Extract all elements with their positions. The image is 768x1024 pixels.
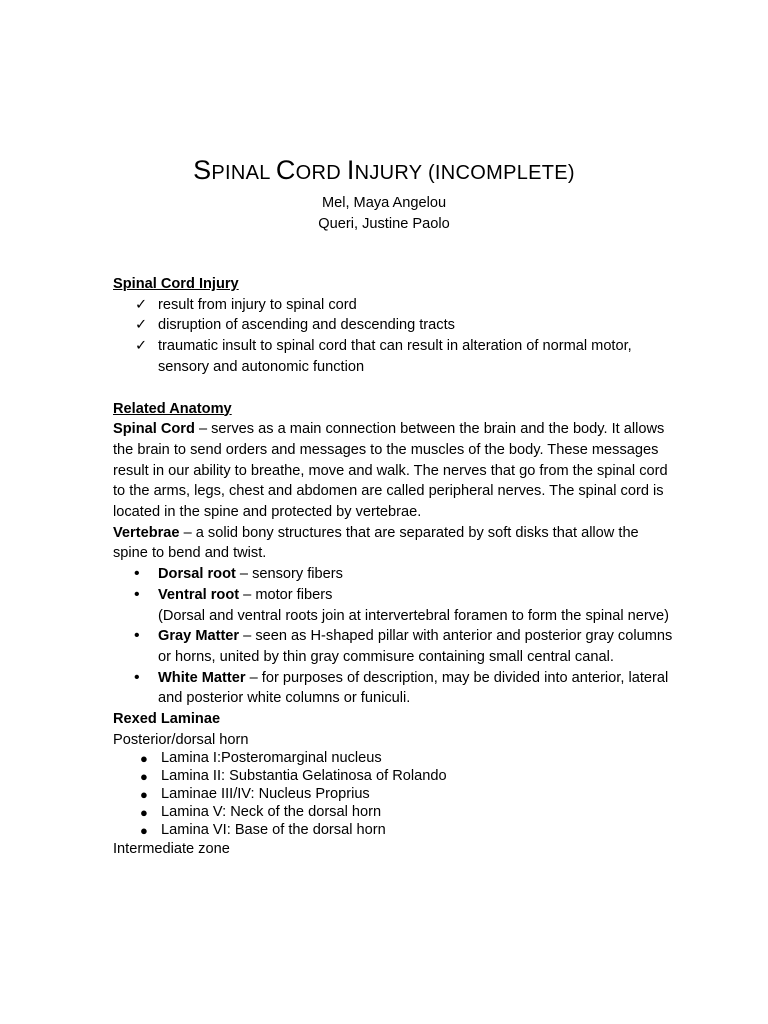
bullet-icon: ● xyxy=(140,787,148,803)
title-suffix: (INCOMPLETE) xyxy=(427,162,575,184)
bullet-icon: ● xyxy=(140,751,148,767)
bullet-icon: • xyxy=(134,627,140,645)
list-item: ✓ disruption of ascending and descending tracts xyxy=(113,315,673,336)
list-item: ✓ result from injury to spinal cord xyxy=(113,295,673,316)
bullet-icon: • xyxy=(134,585,140,603)
sci-checklist xyxy=(113,295,673,378)
section-heading-sci: Spinal Cord Injury xyxy=(113,276,239,292)
term-spinal-cord: Spinal Cord xyxy=(113,421,195,438)
authors xyxy=(0,193,768,235)
list-item: ● Lamina II: Substantia Gelatinosa of Rolando xyxy=(140,768,447,785)
list-item: ● Lamina V: Neck of the dorsal horn xyxy=(140,803,382,820)
list-item: ● Lamina VI: Base of the dorsal horn xyxy=(140,821,386,838)
laminae-list xyxy=(113,750,673,839)
author-name: Mel, Maya Angelou xyxy=(321,195,447,211)
bullet-icon: • xyxy=(134,668,140,686)
section-heading-anatomy: Related Anatomy xyxy=(113,400,232,417)
bullet-icon: ● xyxy=(140,822,148,838)
bullet-icon: ● xyxy=(140,804,148,820)
vertebrae-paragraph: Vertebrae – a solid bony structures that are separated by soft disks that allow the spine to bend and twist. xyxy=(113,524,639,562)
section-heading-laminae: Rexed Laminae xyxy=(113,711,221,728)
title-word-1: SPINAL xyxy=(193,155,270,185)
checkmark-icon: ✓ xyxy=(135,296,148,313)
bullet-icon: ● xyxy=(140,769,148,785)
title-word-2: CORD xyxy=(275,155,341,185)
list-item: ✓ traumatic insult to spinal cord that can result in alteration of normal motor, sensory and autonomic function xyxy=(135,338,632,375)
bullet-icon: • xyxy=(134,565,140,583)
document-title xyxy=(0,155,768,186)
author-name: Queri, Justine Paolo xyxy=(318,216,450,232)
anatomy-bullets xyxy=(113,564,673,709)
subheading-dorsal-horn: Posterior/dorsal horn xyxy=(113,731,249,748)
list-item: • Gray Matter – seen as H-shaped pillar with anterior and posterior gray columns or horns, united by thin gray commisure containing small central canal. xyxy=(134,627,673,665)
list-item: • White Matter – for purposes of description, may be divided into anterior, lateral and posterior white columns or funiculi. xyxy=(134,668,669,707)
checkmark-icon: ✓ xyxy=(135,317,148,334)
spacer xyxy=(113,378,673,399)
list-item: • Dorsal root – sensory fibers xyxy=(113,564,673,585)
term-vertebrae: Vertebrae xyxy=(113,524,180,541)
title-word-3: INJURY xyxy=(346,155,423,185)
list-item-note: (Dorsal and ventral roots join at intervertebral foramen to form the spinal nerve) xyxy=(158,607,670,624)
list-item: ● Laminae III/IV: Nucleus Proprius xyxy=(140,786,370,803)
intermediate-zone-label: Intermediate zone xyxy=(113,841,230,858)
list-item: ● Lamina I:Posteromarginal nucleus xyxy=(140,750,382,767)
spinal-cord-paragraph: Spinal Cord – serves as a main connection between the brain and the body. It allows the brain to send orders and messages to the muscles of the body. These messages result in our ability to breathe, move and walk. The nerves that go from the spinal cord to the arms, legs, chest and abdomen are called peripheral nerves. The spinal cord is located in the spine and protected by vertebrae. xyxy=(113,421,668,521)
document-body xyxy=(113,274,673,860)
checkmark-icon: ✓ xyxy=(135,338,148,355)
list-item: • Ventral root – motor fibers (Dorsal and ventral roots join at intervertebral foramen to form the spinal nerve) xyxy=(134,585,670,624)
